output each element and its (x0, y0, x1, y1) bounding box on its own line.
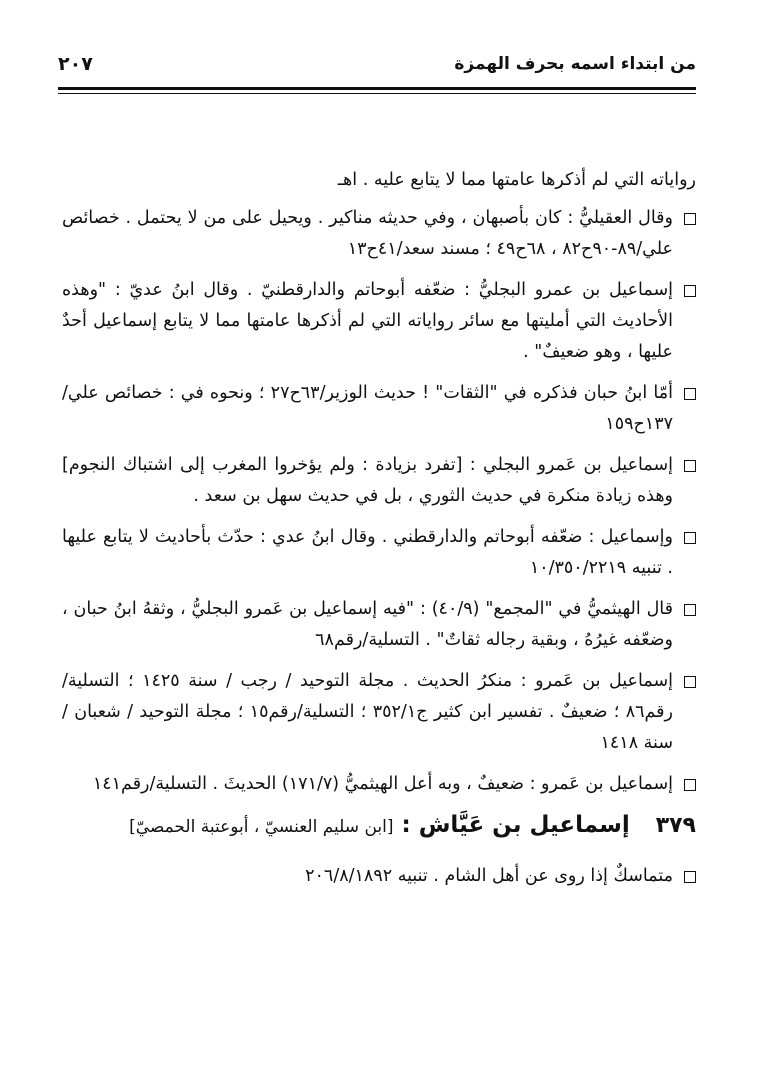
narrator-alt-names: [ابن سليم العنسيّ ، أبوعتبة الحمصيّ] (129, 817, 394, 837)
page-number: ٢٠٧ (58, 53, 93, 75)
square-bullet-icon (684, 871, 696, 883)
list-item-text: وإسماعيل : ضعّفه أبوحاتم والدارقطني . وقال ابنُ عدي : حدّث بأحاديث لا يتابع عليها . تنبيه ١٠/٣٥٠/٢٢١٩ (62, 527, 673, 578)
list-item-text: قال الهيثميُّ في "المجمع" (٤٠/٩) : "فيه إسماعيل بن عَمرو البجليُّ ، وثقهُ ابنُ حبان ، وضعّفه غيرُهُ ، وبقية رجاله ثقاتٌ" . التسلية/رقم٦٨ (62, 599, 673, 650)
header-rule-thin (58, 93, 696, 94)
page-header (58, 48, 696, 80)
list-item-text: إسماعيل بن عَمرو البجلي : [تفرد بزيادة : ولم يؤخروا المغرب إلى اشتباك النجوم] وهذه زيادة منكرة في حديث الثوري ، بل في حديث سهل بن سعد . (62, 455, 673, 506)
list-item-text: وقال العقيليُّ : كان بأصبهان ، وفي حديثه مناكير . ويحيل على من لا يحتمل . خصائص علي/٨٩-٩٠ح٨٢ ، ٦٨ح٤٩ ؛ مسند سعد/٤١ح١٣ (62, 208, 673, 259)
list-item (62, 666, 696, 759)
square-bullet-icon (684, 213, 696, 225)
list-item (62, 769, 696, 800)
square-bullet-icon (684, 285, 696, 297)
narrator-number: ٣٧٩ (655, 813, 696, 838)
list-item-text: إسماعيل بن عَمرو : ضعيفٌ ، وبه أعل الهيثميُّ (١٧١/٧) الحديثَ . التسلية/رقم١٤١ (92, 774, 673, 794)
list-item (62, 275, 696, 368)
list-item (62, 594, 696, 656)
page-body (62, 165, 696, 902)
list-item (62, 450, 696, 512)
list-item-text: أمّا ابنُ حبان فذكره في "الثقات" ! حديث الوزير/٦٣ح٢٧ ؛ ونحوه في : خصائص علي/١٣٧ح١٥٩ (62, 383, 674, 434)
square-bullet-icon (684, 460, 696, 472)
intro-paragraph: رواياته التي لم أذكرها عامتها مما لا يتابع عليه . اهـ (337, 170, 696, 190)
list-item-text: إسماعيل بن عمرو البجليُّ : ضعّفه أبوحاتم والدارقطنيّ . وقال ابنُ عديّ : "وهذه الأحاديث التي أمليتها مع سائر رواياته التي لم أذكرها عامتها مما لا يتابع إسماعيل أحدٌ عليها ، وهو ضعيفٌ" . (62, 280, 673, 362)
running-title: من ابتداء اسمه بحرف الهمزة (454, 54, 696, 74)
list-item (62, 861, 696, 892)
square-bullet-icon (684, 779, 696, 791)
square-bullet-icon (684, 532, 696, 544)
square-bullet-icon (684, 388, 696, 400)
header-rule-thick (58, 87, 696, 90)
list-item (62, 203, 696, 265)
list-item (62, 522, 696, 584)
square-bullet-icon (684, 604, 696, 616)
narrator-name: إسماعيل بن عَيَّاش : (401, 812, 630, 838)
narrator-heading (62, 810, 696, 843)
square-bullet-icon (684, 676, 696, 688)
list-item-text: متماسكٌ إذا روى عن أهل الشام . تنبيه ٢٠٦/٨/١٨٩٢ (305, 866, 673, 886)
list-item-text: إسماعيل بن عَمرو : منكرُ الحديث . مجلة التوحيد / رجب / سنة ١٤٢٥ ؛ التسلية/رقم٨٦ ؛ ضعيفٌ . تفسير ابن كثير ج٣٥٢/١ ؛ التسلية/رقم١٥ ؛ مجلة التوحيد / شعبان / سنة ١٤١٨ (62, 671, 673, 753)
list-item (62, 378, 696, 440)
